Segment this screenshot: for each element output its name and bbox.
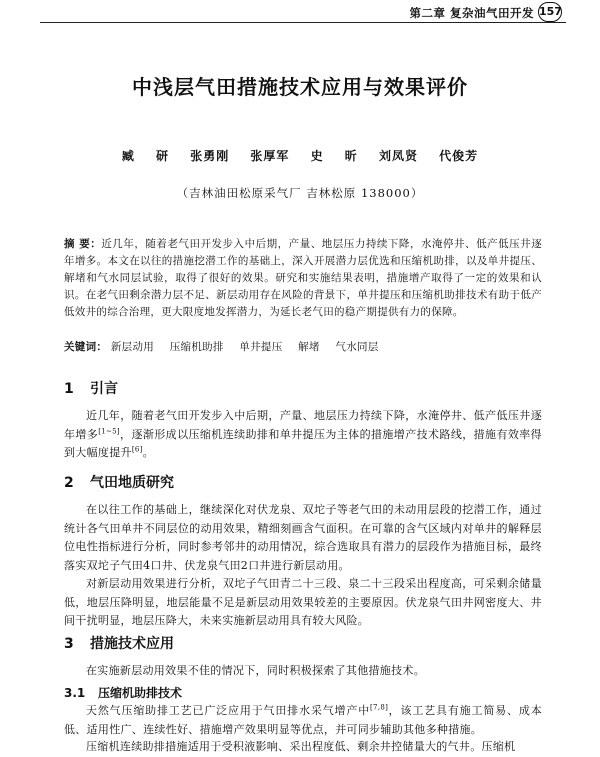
text-run: 。: [142, 446, 154, 459]
text-run: 近几年，随着老气田开发步入中后期，产量、地层压力持续下降，水淹停井、低产低压井逐年增多: [64, 409, 542, 441]
paragraph: 对新层动用效果进行分析，双坨子气田青二十三段、泉二十三段采出程度高，可采剩余储量低，地层压降明显，地层能量不足是新层动用效果较差的主要原因。伏龙泉气田井网密度大、井间干扰明显，地层压降大，未来实施新层动用具有较大风险。: [64, 577, 542, 627]
abstract-label: 摘 要：: [64, 238, 102, 250]
section-number: 1: [64, 381, 74, 397]
paragraph: 压缩机连续助排措施适用于受积液影响、采出程度低、剩余井控储量大的气井。压缩机: [86, 740, 516, 753]
abstract-text: 近几年，随着老气田开发步入中后期，产量、地层压力持续下降，水淹停井、低产低压井逐年增多。本文在以往的措施挖潜工作的基础上，深入开展潜力层优选和压缩机助排，以及单井提压、解堵和气水同层试验，取得了很好的效果。研究和实施结果表明，措施增产取得了一定的效果和认识。在老气田剩余潜力层不足、新层动用存在风险的背景下，单井提压和压缩机助排技术有助于低产低效井的综合治理，更大限度地发挥潜力，为延长老气田的稳产期提供有力的保障。: [64, 238, 543, 318]
keyword: 压缩机助排: [169, 341, 224, 353]
paragraph: [64, 702, 542, 739]
keyword: 新层动用: [110, 341, 155, 353]
section-title: 引言: [90, 381, 118, 397]
section-title: 气田地质研究: [90, 475, 174, 491]
section-heading-1: [64, 378, 118, 398]
keywords: [64, 339, 542, 356]
citation: [7,8]: [370, 703, 389, 712]
abstract: [64, 236, 542, 321]
text-run: ，逐渐形成以压缩机连续助排和单井提压为主体的措施增产技术路线，措施有效率得到大幅度提升: [64, 427, 542, 459]
keyword: 解堵: [298, 341, 320, 353]
text-run: 天然气压缩助排工艺已广泛应用于气田排水采气增产中: [86, 704, 371, 717]
section-title: 措施技术应用: [90, 636, 174, 652]
citation: [6]: [131, 445, 143, 454]
page-number: 157: [538, 2, 562, 22]
paragraph: 在以往工作的基础上，继续深化对伏龙泉、双坨子等老气田的未动用层段的挖潜工作，通过统计各气田单井不同层位的动用效果，精细刻画含气面积。在可靠的含气区域内对单井的解释层位电性指标进行分析，同时参考邻井的动用情况，综合选取具有潜力的层段作为措施目标，最终落实双坨子气田4口井、伏龙泉气田2口井进行新层动用。: [64, 503, 542, 572]
section-number: 3: [64, 636, 74, 652]
text-run: ，该工艺具有施工简易、成本低、适用性广、连续性好、措施增产效果明显等优点，并可同步辅助其他多种措施。: [64, 704, 542, 736]
subsection-heading-3-1: [64, 684, 182, 701]
header-rule: [40, 22, 566, 23]
paragraph: 在实施新层动用效果不佳的情况下，同时积极探索了其他措施技术。: [86, 664, 425, 677]
keyword: 气水同层: [335, 341, 379, 353]
keyword: 单井提压: [239, 341, 283, 353]
running-header: [0, 0, 600, 28]
keywords-label: 关键词：: [64, 341, 108, 353]
section-heading-2: [64, 472, 174, 492]
section-heading-3: [64, 633, 174, 653]
authors: 臧 研 张勇刚 张厚军 史 昕 刘凤贤 代俊芳: [121, 149, 479, 163]
citation: [1~5]: [98, 426, 120, 435]
subsection-title: 压缩机助排技术: [98, 686, 183, 700]
chapter-header: 第二章 复杂油气田开发: [409, 6, 534, 20]
section-number: 2: [64, 475, 74, 491]
paragraph: [64, 407, 542, 463]
subsection-number: 3.1: [64, 686, 86, 700]
paper-title: 中浅层气田措施技术应用与效果评价: [132, 75, 468, 99]
affiliation: （吉林油田松原采气厂 吉林松原 138000）: [176, 186, 424, 200]
